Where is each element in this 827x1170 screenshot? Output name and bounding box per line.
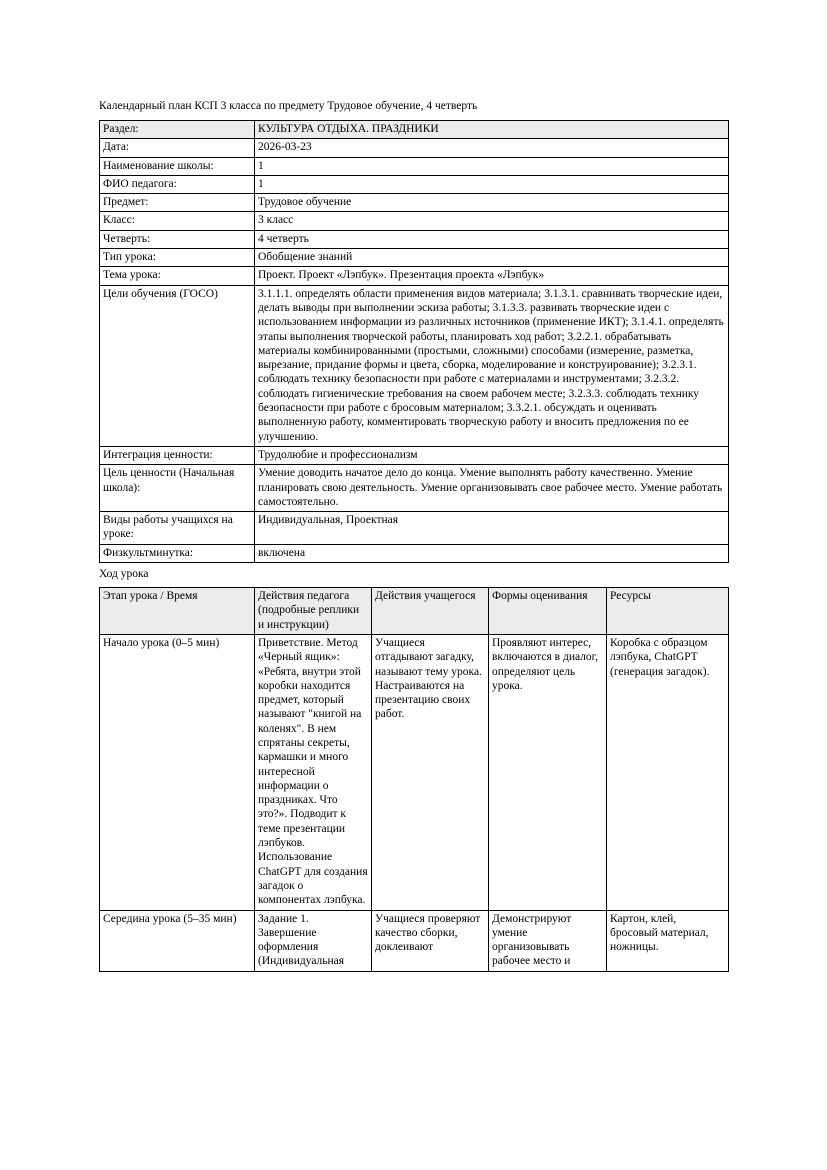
- lesson-flow-body: [100, 634, 729, 971]
- info-row: [100, 175, 729, 193]
- flow-row: [100, 910, 729, 971]
- info-row-value: Обобщение знаний: [255, 249, 729, 267]
- lesson-info-table: [99, 120, 729, 563]
- info-row: [100, 121, 729, 139]
- flow-cell-teacher: Задание 1. Завершение оформления (Индивидуальная: [255, 910, 372, 971]
- flow-cell-stage: Начало урока (0–5 мин): [100, 634, 255, 910]
- lesson-flow-head: [100, 588, 729, 635]
- info-row: [100, 446, 729, 464]
- info-row: [100, 230, 729, 248]
- info-row-value: 3.1.1.1. определять области применения видов материала; 3.1.3.1. сравнивать творческие идеи, делать выводы при выполнении эскиза работы; 3.1.3.3. развивать творческие идеи с использованием информации из различных источников (применение ИКТ); 3.1.4.1. определять этапы выполнения творческой работы, планировать ход работ; 3.2.2.1. обрабатывать материалы комбинированными (простыми, сложными) способами (измерение, разметка, вырезание, придание формы и цвета, сборка, моделирование и конструирование); 3.2.3.1. соблюдать технику безопасности при работе с материалами и инструментами; 3.2.3.2. соблюдать гигиенические требования на своем рабочем месте; 3.2.3.3. соблюдать технику безопасности при работе с бросовым материалом; 3.3.2.1. обсуждать и оценивать выполненную работу, комментировать творческую работу и вносить предложения по ее улучшению.: [255, 285, 729, 446]
- info-row: [100, 157, 729, 175]
- info-row-value: 1: [255, 157, 729, 175]
- info-row: [100, 249, 729, 267]
- info-row-label: Физкультминутка:: [100, 544, 255, 562]
- info-row-label: Тема урока:: [100, 267, 255, 285]
- info-row-value: 4 четверть: [255, 230, 729, 248]
- info-row: [100, 544, 729, 562]
- info-row-label: Предмет:: [100, 194, 255, 212]
- info-row-label: Цель ценности (Начальная школа):: [100, 465, 255, 512]
- info-row-label: Раздел:: [100, 121, 255, 139]
- flow-column-header: Этап урока / Время: [100, 588, 255, 635]
- info-row-label: Виды работы учащихся на уроке:: [100, 512, 255, 545]
- lesson-flow-table: [99, 587, 729, 972]
- flow-cell-teacher: Приветствие. Метод «Черный ящик»: «Ребята, внутри этой коробки находится предмет, который называют "книгой на коленях". В нем спрятаны секреты, кармашки и много интересной информации о праздниках. Что это?». Подводит к теме презентации лэпбуков. Использование ChatGPT для создания загадок о компонентах лэпбука.: [255, 634, 372, 910]
- info-row-label: ФИО педагога:: [100, 175, 255, 193]
- info-row: [100, 285, 729, 446]
- info-row: [100, 267, 729, 285]
- flow-cell-assessment: Демонстрируют умение организовывать рабочее место и: [489, 910, 607, 971]
- info-row-value: Трудовое обучение: [255, 194, 729, 212]
- info-row-label: Интеграция ценности:: [100, 446, 255, 464]
- info-row: [100, 194, 729, 212]
- info-row-value: 1: [255, 175, 729, 193]
- info-row-label: Класс:: [100, 212, 255, 230]
- info-row-label: Цели обучения (ГОСО): [100, 285, 255, 446]
- info-row-value: включена: [255, 544, 729, 562]
- flow-cell-student: Учащиеся проверяют качество сборки, доклеивают: [372, 910, 489, 971]
- flow-cell-assessment: Проявляют интерес, включаются в диалог, определяют цель урока.: [489, 634, 607, 910]
- flow-cell-resources: Картон, клей, бросовый материал, ножницы.: [607, 910, 729, 971]
- flow-cell-stage: Середина урока (5–35 мин): [100, 910, 255, 971]
- info-row-value: Индивидуальная, Проектная: [255, 512, 729, 545]
- info-row-label: Тип урока:: [100, 249, 255, 267]
- info-row-value: Проект. Проект «Лэпбук». Презентация проекта «Лэпбук»: [255, 267, 729, 285]
- info-row-label: Четверть:: [100, 230, 255, 248]
- lesson-flow-heading: Ход урока: [99, 568, 149, 581]
- info-row: [100, 465, 729, 512]
- info-row-value: КУЛЬТУРА ОТДЫХА. ПРАЗДНИКИ: [255, 121, 729, 139]
- flow-column-header: Формы оценивания: [489, 588, 607, 635]
- info-row: [100, 212, 729, 230]
- flow-column-header: Действия учащегося: [372, 588, 489, 635]
- info-row: [100, 512, 729, 545]
- flow-header-row: [100, 588, 729, 635]
- info-row-value: 2026-03-23: [255, 139, 729, 157]
- info-row-label: Наименование школы:: [100, 157, 255, 175]
- info-row: [100, 139, 729, 157]
- flow-column-header: Ресурсы: [607, 588, 729, 635]
- info-row-value: Умение доводить начатое дело до конца. Умение выполнять работу качественно. Умение планировать свою деятельность. Умение организовывать свое рабочее место. Умение работать самостоятельно.: [255, 465, 729, 512]
- flow-cell-resources: Коробка с образцом лэпбука, ChatGPT (генерация загадок).: [607, 634, 729, 910]
- info-row-label: Дата:: [100, 139, 255, 157]
- page-title: Календарный план КСП 3 класса по предмету Трудовое обучение, 4 четверть: [99, 100, 478, 112]
- info-row-value: 3 класс: [255, 212, 729, 230]
- flow-row: [100, 634, 729, 910]
- flow-column-header: Действия педагога (подробные реплики и инструкции): [255, 588, 372, 635]
- info-row-value: Трудолюбие и профессионализм: [255, 446, 729, 464]
- lesson-info-body: [100, 121, 729, 563]
- flow-cell-student: Учащиеся отгадывают загадку, называют тему урока. Настраиваются на презентацию своих работ.: [372, 634, 489, 910]
